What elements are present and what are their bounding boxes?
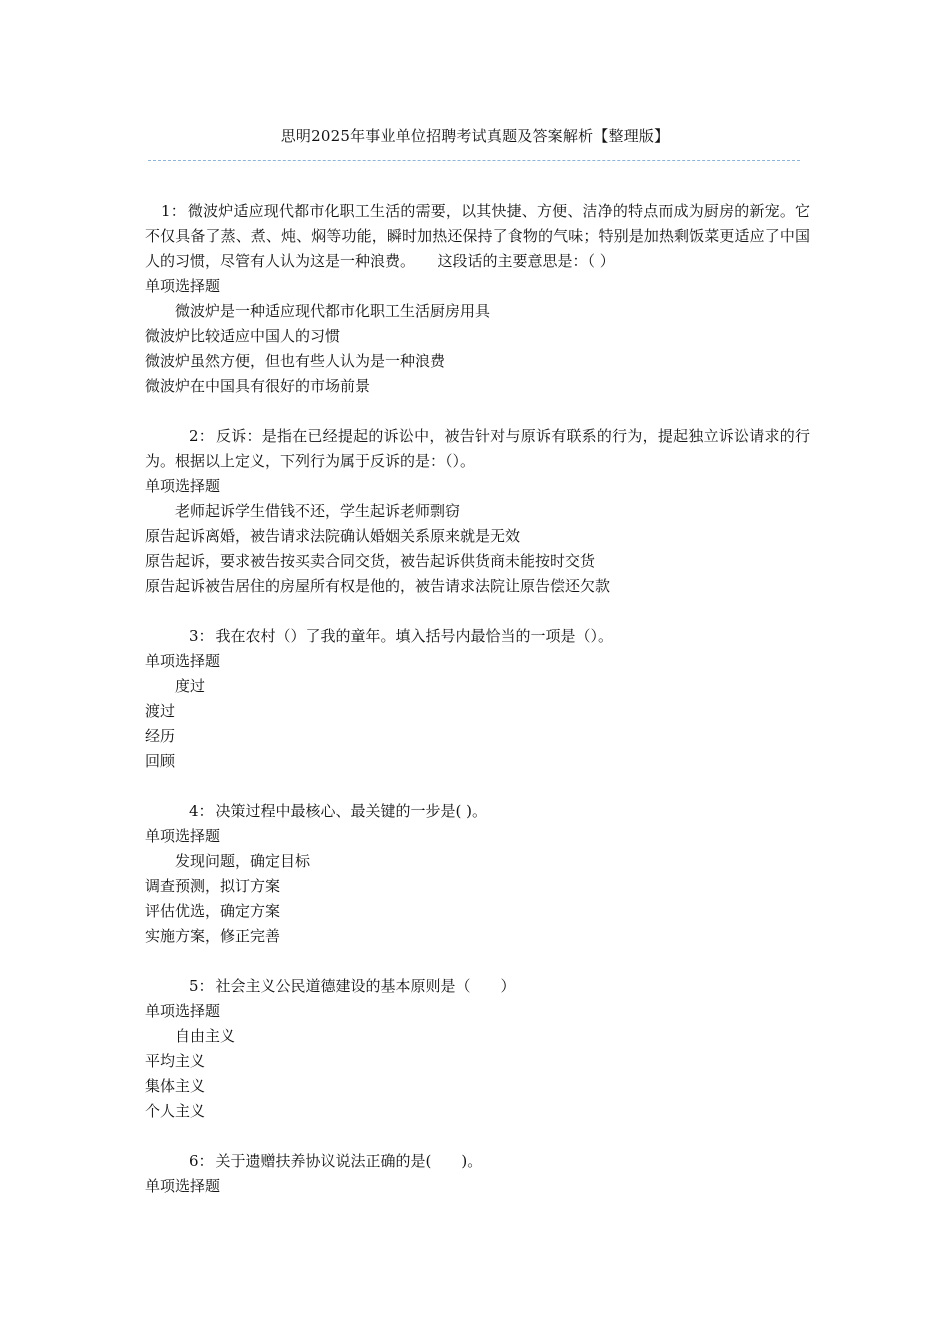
question-type: 单项选择题 (145, 827, 221, 845)
option-c: 原告起诉，要求被告按买卖合同交货，被告起诉供货商未能按时交货 (145, 552, 596, 570)
question-stem (145, 424, 810, 474)
question-number: 1： (161, 202, 186, 220)
title-divider (148, 160, 800, 161)
question-type: 单项选择题 (145, 1002, 221, 1020)
question-6 (145, 1149, 810, 1199)
question-number: 2： (189, 427, 215, 445)
question-stem (145, 799, 810, 824)
option-d: 实施方案，修正完善 (145, 927, 281, 945)
question-type: 单项选择题 (145, 652, 221, 670)
question-number: 6： (189, 1152, 214, 1170)
option-c: 微波炉虽然方便，但也有些人认为是一种浪费 (145, 352, 446, 370)
option-c: 评估优选，确定方案 (145, 902, 281, 920)
question-text: 决策过程中最核心、最关键的一步是( )。 (215, 802, 488, 820)
question-type: 单项选择题 (145, 1177, 221, 1195)
option-b: 原告起诉离婚，被告请求法院确认婚姻关系原来就是无效 (145, 527, 521, 545)
question-text: 微波炉适应现代都市化职工生活的需要，以其快捷、方便、洁净的特点而成为厨房的新宠。它不仅具备了蒸、煮、炖、焖等功能，瞬时加热还保持了食物的气味；特别是加热剩饭菜更适应了中国人的习惯，尽管有人认为这是一种浪费。 这段话的主要意思是：（ ） (145, 202, 810, 270)
question-text: 社会主义公民道德建设的基本原则是（ ） (215, 977, 516, 995)
question-number: 4： (189, 802, 214, 820)
question-stem (145, 624, 810, 649)
question-text: 反诉：是指在已经提起的诉讼中，被告针对与原诉有联系的行为，提起独立诉讼请求的行为。根据以上定义，下列行为属于反诉的是：（）。 (145, 427, 810, 470)
option-b: 调查预测，拟订方案 (145, 877, 281, 895)
option-a: 度过 (175, 677, 206, 695)
question-text: 我在农村（）了我的童年。填入括号内最恰当的一项是（）。 (215, 627, 614, 645)
question-stem (145, 1149, 810, 1174)
question-list (145, 199, 810, 1224)
question-text: 关于遗赠扶养协议说法正确的是( )。 (215, 1152, 483, 1170)
option-a: 老师起诉学生借钱不还，学生起诉老师剽窃 (175, 502, 461, 520)
question-type: 单项选择题 (145, 477, 221, 495)
option-a: 自由主义 (175, 1027, 236, 1045)
document-title: 思明2025年事业单位招聘考试真题及答案解析【整理版】 (280, 127, 670, 145)
question-stem (145, 974, 810, 999)
question-number: 3： (189, 627, 214, 645)
option-d: 回顾 (145, 752, 176, 770)
question-2 (145, 424, 810, 599)
option-c: 集体主义 (145, 1077, 206, 1095)
question-number: 5： (189, 977, 214, 995)
question-type: 单项选择题 (145, 277, 221, 295)
option-b: 微波炉比较适应中国人的习惯 (145, 327, 341, 345)
option-b: 渡过 (145, 702, 176, 720)
question-1 (145, 199, 810, 399)
option-c: 经历 (145, 727, 176, 745)
question-stem (145, 199, 810, 274)
question-4 (145, 799, 810, 949)
option-b: 平均主义 (145, 1052, 206, 1070)
question-3 (145, 624, 810, 774)
option-a: 发现问题，确定目标 (175, 852, 311, 870)
option-d: 原告起诉被告居住的房屋所有权是他的，被告请求法院让原告偿还欠款 (145, 577, 611, 595)
option-d: 个人主义 (145, 1102, 206, 1120)
option-a: 微波炉是一种适应现代都市化职工生活厨房用具 (175, 302, 491, 320)
question-5 (145, 974, 810, 1124)
option-d: 微波炉在中国具有很好的市场前景 (145, 377, 371, 395)
